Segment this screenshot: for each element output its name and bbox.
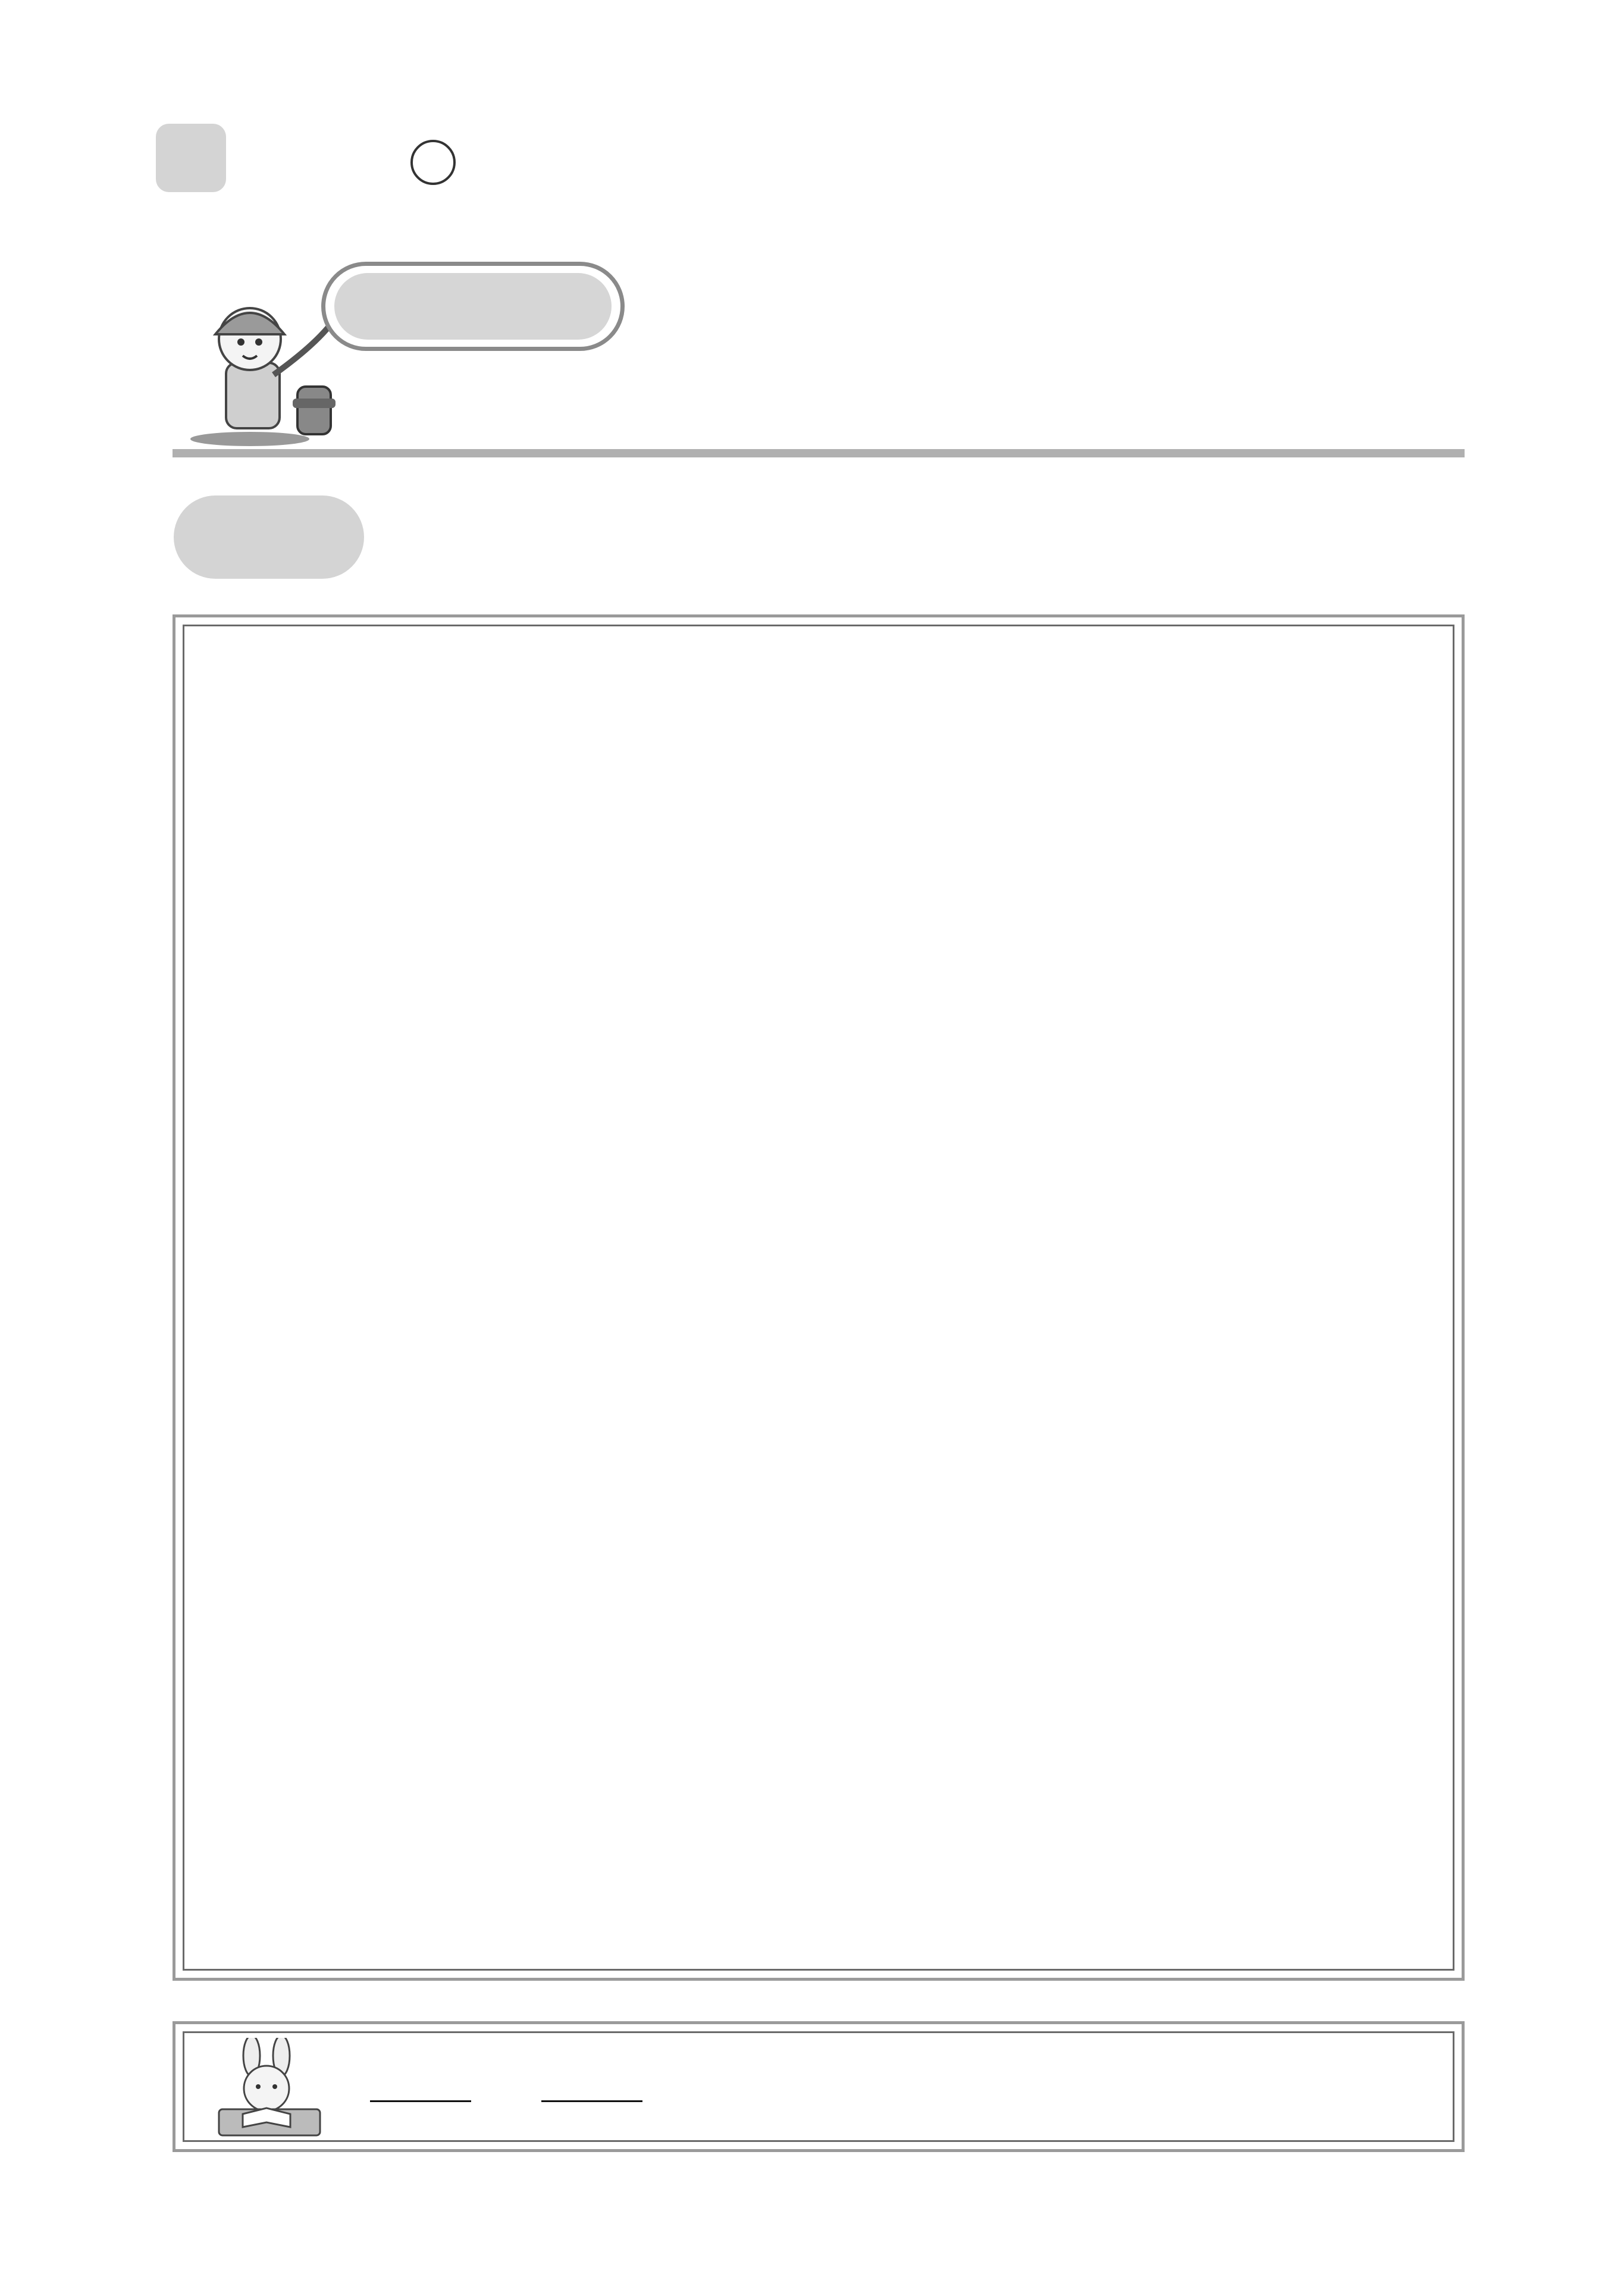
skill-label [334,273,612,340]
footer-record-line [357,2062,700,2102]
header-divider [173,449,1465,457]
footer-inner [183,2031,1454,2142]
score-blank[interactable] [541,2071,642,2102]
rabbit-reading-illustration [201,2038,338,2147]
time-blank[interactable] [370,2071,471,2102]
instruction-text [381,513,393,562]
page-number-badge [156,124,226,192]
skill-number-pill [321,262,625,351]
question-table-inner [183,625,1454,1971]
footer-record-box [173,2021,1465,2152]
instruction-label-pill [174,495,364,579]
question-table [173,614,1465,1981]
kid-kid-logo [393,112,476,192]
